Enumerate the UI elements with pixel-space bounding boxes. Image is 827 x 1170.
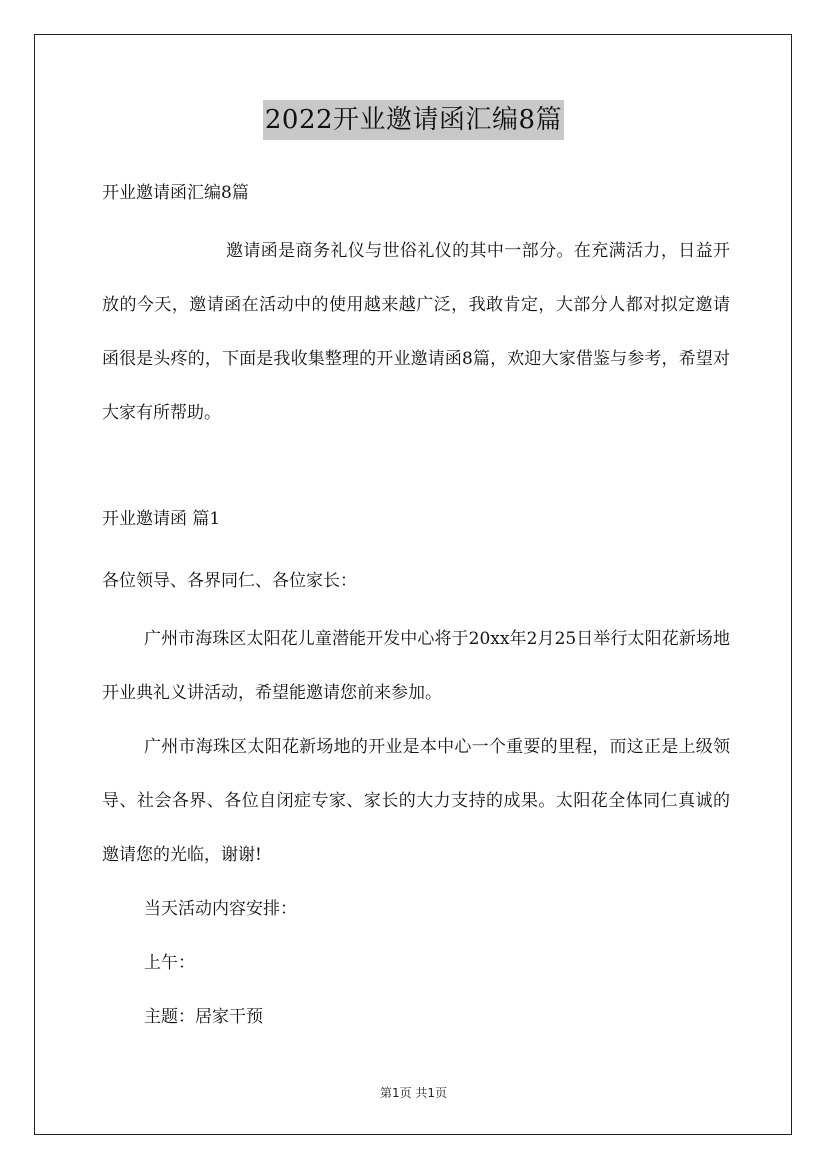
- morning-label: 上午：: [144, 953, 195, 973]
- body-paragraph: 广州市海珠区太阳花儿童潜能开发中心将于20xx年2月25日举行太阳花新场地开业典礼义讲活动，希望能邀请您前来参加。: [102, 629, 730, 703]
- section-heading: 开业邀请函 篇1: [102, 509, 221, 529]
- schedule-heading: 当天活动内容安排：: [144, 899, 297, 919]
- body-paragraph: 广州市海珠区太阳花新场地的开业是本中心一个重要的里程，而这正是上级领导、社会各界、各位自闭症专家、家长的大力支持的成果。太阳花全体同仁真诚的邀请您的光临，谢谢!: [102, 737, 730, 865]
- document-title: 2022开业邀请函汇编8篇: [263, 100, 564, 140]
- document-body: [102, 176, 730, 1044]
- document-subtitle: 开业邀请函汇编8篇: [102, 183, 249, 203]
- page-number-footer: 第1页 共1页: [379, 1086, 448, 1100]
- intro-paragraph: 邀请函是商务礼仪与世俗礼仪的其中一部分。在充满活力，日益开放的今天，邀请函在活动中的使用越来越广泛，我敢肯定，大部分人都对拟定邀请函很是头疼的，下面是我收集整理的开业邀请函8篇，欢迎大家借鉴与参考，希望对大家有所帮助。: [102, 241, 730, 423]
- salutation: 各位领导、各界同仁、各位家长：: [102, 571, 357, 591]
- title-container: [0, 100, 827, 140]
- topic-line: 主题：居家干预: [144, 1007, 263, 1027]
